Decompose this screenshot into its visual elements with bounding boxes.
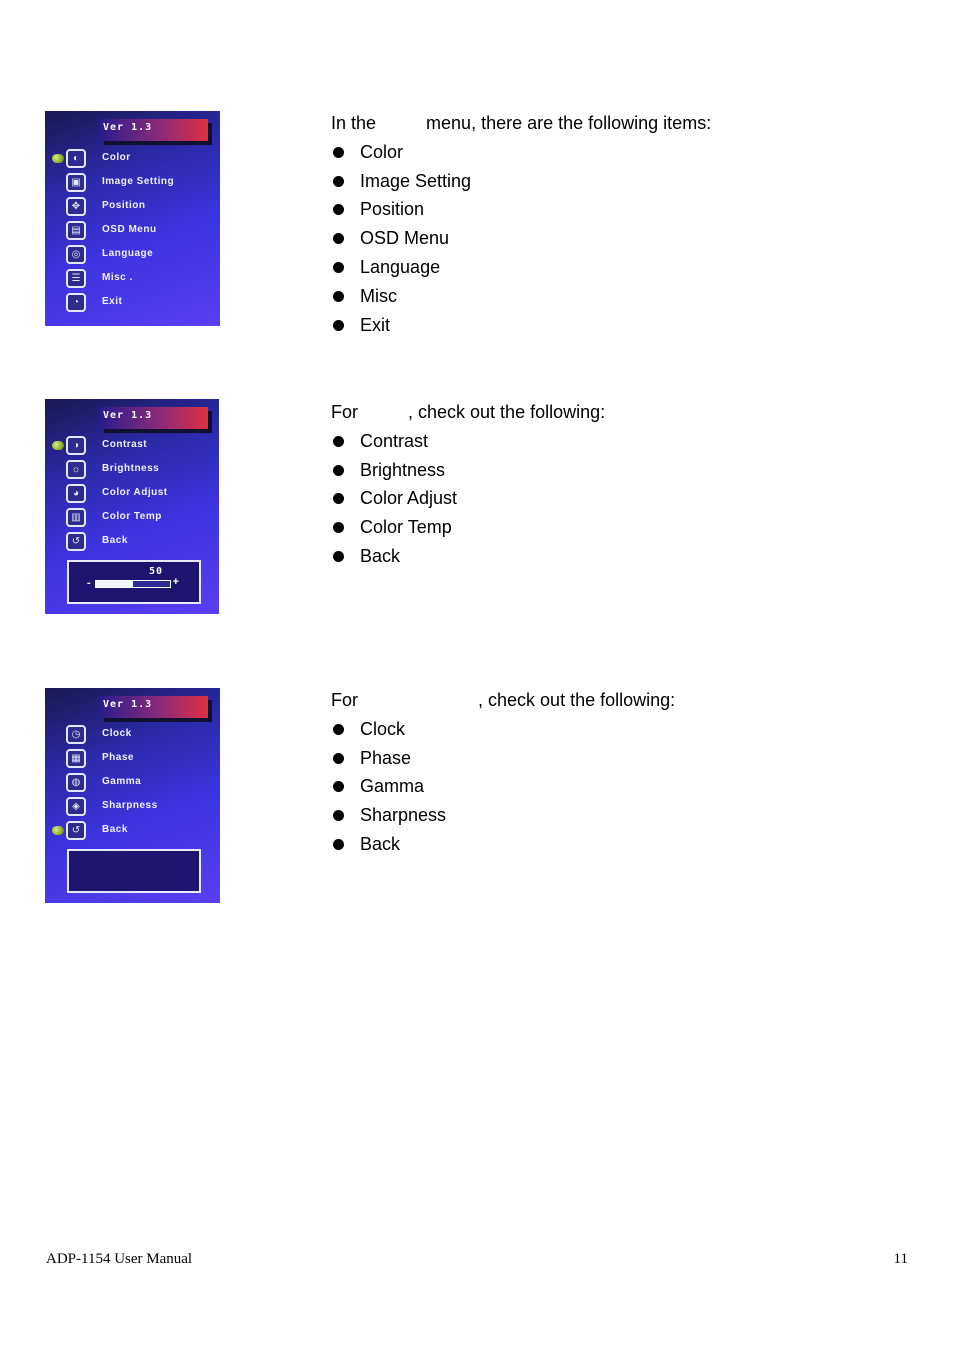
- list-item: Color Temp: [331, 513, 605, 542]
- list-item: Language: [331, 253, 711, 282]
- list-item: Color: [331, 138, 711, 167]
- osd-icon: ▤: [66, 221, 86, 240]
- intro-text: In the menu, there are the following items:: [331, 113, 712, 133]
- osd-row: ▣ Image Setting: [45, 172, 220, 194]
- brightness-icon: ☼: [66, 460, 86, 479]
- palette-icon: ◐: [66, 149, 86, 168]
- osd-row: ◍ Gamma: [45, 772, 220, 794]
- language-icon: ◎: [66, 245, 86, 264]
- list-item: Image Setting: [331, 167, 711, 196]
- color-adjust-icon: ◕: [66, 484, 86, 503]
- selection-arrow-icon: [52, 154, 64, 163]
- list-item: Sharpness: [331, 801, 675, 830]
- page-number: 11: [893, 1251, 908, 1267]
- osd-row: ▤ OSD Menu: [45, 220, 220, 242]
- osd-row: ☼ Brightness: [45, 459, 219, 481]
- osd-row: ↺ Back: [45, 820, 220, 842]
- slider-fill: [96, 581, 133, 587]
- osd-row: ▥ Color Temp: [45, 507, 219, 529]
- osd-main-menu-image: [45, 111, 220, 326]
- bullet-list: [331, 138, 711, 340]
- list-item: Position: [331, 195, 711, 224]
- selection-arrow-icon: [52, 826, 64, 835]
- list-item: Misc: [331, 282, 711, 311]
- osd-row: ◔ Exit: [45, 292, 220, 314]
- list-item: Phase: [331, 744, 675, 773]
- phase-icon: ▦: [66, 749, 86, 768]
- list-item: Back: [331, 542, 605, 571]
- osd-row: ◎ Language: [45, 244, 220, 266]
- osd-row: ☰ Misc .: [45, 268, 220, 290]
- list-item: Gamma: [331, 772, 675, 801]
- minus-icon: -: [87, 577, 91, 589]
- contrast-icon: ◑: [66, 436, 86, 455]
- intro-text: For , check out the following:: [331, 402, 606, 422]
- list-item: Clock: [331, 715, 675, 744]
- osd-empty-box: [67, 849, 201, 893]
- clock-icon: ◷: [66, 725, 86, 744]
- gamma-icon: ◍: [66, 773, 86, 792]
- list-item: OSD Menu: [331, 224, 711, 253]
- position-icon: ✥: [66, 197, 86, 216]
- osd-slider-box: [67, 560, 201, 604]
- osd-header: Ver 1.3: [100, 696, 208, 718]
- sharpness-icon: ◈: [66, 797, 86, 816]
- osd-row: ◑ Contrast: [45, 435, 219, 457]
- intro-text: For , check out the following:: [331, 690, 676, 710]
- osd-image-setting-menu-image: [45, 688, 220, 903]
- bullet-list: [331, 427, 605, 571]
- color-menu-description: [331, 398, 605, 571]
- plus-icon: +: [172, 576, 179, 588]
- main-menu-description: [331, 109, 711, 339]
- selection-arrow-icon: [52, 441, 64, 450]
- color-temp-icon: ▥: [66, 508, 86, 527]
- slider-track: [95, 580, 171, 588]
- osd-color-menu-image: [45, 399, 219, 614]
- list-item: Back: [331, 830, 675, 859]
- osd-header: Ver 1.3: [100, 119, 208, 141]
- list-item: Contrast: [331, 427, 605, 456]
- slider-value: 50: [148, 566, 163, 577]
- back-icon: ↺: [66, 821, 86, 840]
- osd-row: ◷ Clock: [45, 724, 220, 746]
- list-item: Brightness: [331, 456, 605, 485]
- osd-row: ◐ Color: [45, 148, 220, 170]
- image-icon: ▣: [66, 173, 86, 192]
- footer-manual-title: ADP-1154 User Manual: [46, 1251, 193, 1267]
- misc-icon: ☰: [66, 269, 86, 288]
- list-item: Color Adjust: [331, 484, 605, 513]
- osd-row: ◈ Sharpness: [45, 796, 220, 818]
- osd-header: Ver 1.3: [100, 407, 208, 429]
- osd-row: ▦ Phase: [45, 748, 220, 770]
- list-item: Exit: [331, 311, 711, 340]
- osd-row: ◕ Color Adjust: [45, 483, 219, 505]
- osd-row: ↺ Back: [45, 531, 219, 553]
- back-icon: ↺: [66, 532, 86, 551]
- bullet-list: [331, 715, 675, 859]
- image-setting-menu-description: [331, 686, 675, 859]
- osd-row: ✥ Position: [45, 196, 220, 218]
- exit-icon: ◔: [66, 293, 86, 312]
